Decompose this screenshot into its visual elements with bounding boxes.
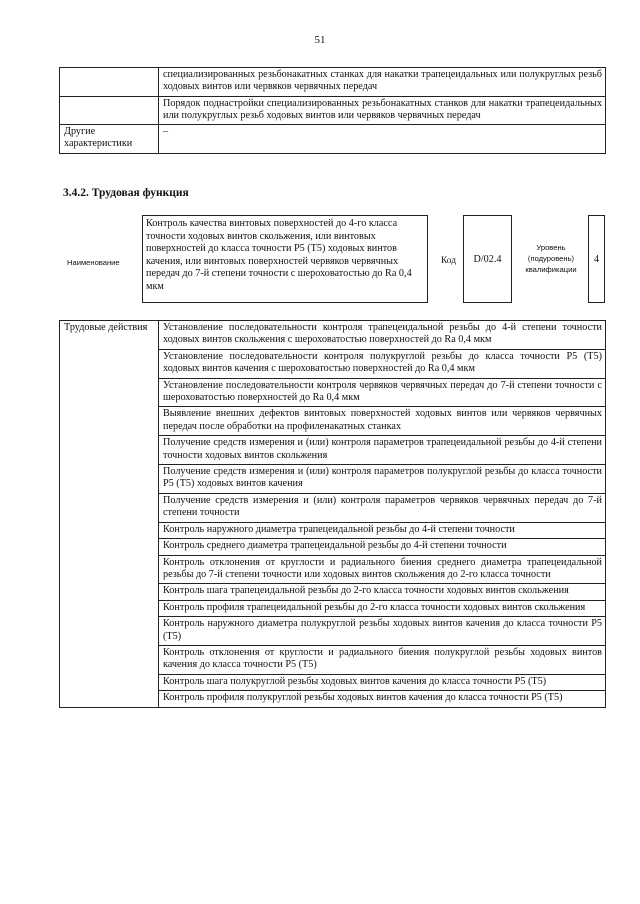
list-item: Контроль шага полукруглой резьбы ходовых винтов качения до класса точности Р5 (Т5): [159, 674, 606, 690]
list-item: Установление последовательности контроля полукруглой резьбы до класса точности Р5 (Т5) ходовых винтов качения с шероховатостью поверхностей до Ra 0,4 мкм: [159, 349, 606, 378]
row-text: специализированных резьбонакатных станках для накатки трапецеидальных или полукруглых резьб ходовых винтов или червяков червячных передач: [159, 68, 606, 97]
list-item: Контроль профиля полукруглой резьбы ходовых винтов качения до класса точности Р5 (Т5): [159, 691, 606, 707]
list-item: Контроль профиля трапецеидальной резьбы до 2-го класса точности ходовых винтов скольжения: [159, 600, 606, 616]
list-item: Контроль шага трапецеидальной резьбы до 2-го класса точности ходовых винтов скольжения: [159, 584, 606, 600]
code-label: Код: [441, 256, 456, 266]
characteristics-table: [59, 67, 606, 154]
list-item: Получение средств измерения и (или) контроля параметров полукруглой резьбы до класса точности Р5 (Т5) ходовых винтов качения: [159, 465, 606, 494]
row-label: [60, 68, 159, 97]
labor-actions-label: Трудовые действия: [60, 321, 159, 708]
name-label: Наименование: [67, 258, 120, 267]
table-row: [60, 125, 606, 154]
row-label: [60, 96, 159, 125]
row-text: Порядок поднастройки специализированных резьбонакатных станков для накатки трапецеидальных или полукруглых резьб ходовых винтов или червяков червячных передач: [159, 96, 606, 125]
list-item: Получение средств измерения и (или) контроля параметров червяков червячных передач до 7-й степени точности: [159, 493, 606, 522]
list-item: Контроль наружного диаметра полукруглой резьбы ходовых винтов качения до класса точности Р5 (Т5): [159, 617, 606, 646]
page-number: 51: [314, 34, 326, 46]
list-item: Установление последовательности контроля трапецеидальной резьбы до 4-й степени точности ходовых винтов скольжения с шероховатостью поверхностей до Ra 0,4 мкм: [159, 321, 606, 350]
table-row: [60, 321, 606, 350]
row-text: –: [159, 125, 606, 154]
list-item: Контроль отклонения от круглости и радиального биения среднего диаметра трапецеидальной резьбы до 7-й степени точности или ходовых винтов скольжения до 2-го класса точности: [159, 555, 606, 584]
list-item: Контроль наружного диаметра трапецеидальной резьбы до 4-й степени точности: [159, 522, 606, 538]
labor-actions-table: [59, 320, 606, 708]
list-item: Установление последовательности контроля червяков червячных передач до 7-й степени точности с шероховатостью поверхностей до Ra 0,4 мкм: [159, 378, 606, 407]
list-item: Выявление внешних дефектов винтовых поверхностей ходовых винтов или червяков червячных передач после обработки на профиленакатных станках: [159, 407, 606, 436]
list-item: Контроль отклонения от круглости и радиального биения полукруглой резьбы ходовых винтов качения до класса точности Р5 (Т5): [159, 645, 606, 674]
section-heading: 3.4.2. Трудовая функция: [63, 187, 189, 199]
level-value: 4: [588, 215, 605, 303]
function-name: Контроль качества винтовых поверхностей до 4-го класса точности ходовых винтов скольжения, или винтовых поверхностей до класса точности Р5 (Т5) ходовых винтов качения, или винтовых поверхностей червяков червячных передач до 7-й степени точности с шероховатостью до Ra 0,4 мкм: [142, 215, 428, 303]
table-row: [60, 68, 606, 97]
row-label: Другие характеристики: [60, 125, 159, 154]
table-row: [60, 96, 606, 125]
list-item: Контроль среднего диаметра трапецеидальной резьбы до 4-й степени точности: [159, 539, 606, 555]
list-item: Получение средств измерения и (или) контроля параметров трапецеидальной резьбы до 4-й степени точности ходовых винтов скольжения: [159, 436, 606, 465]
function-code: D/02.4: [463, 215, 512, 303]
level-label: Уровень (подуровень) квалификации: [525, 243, 577, 274]
